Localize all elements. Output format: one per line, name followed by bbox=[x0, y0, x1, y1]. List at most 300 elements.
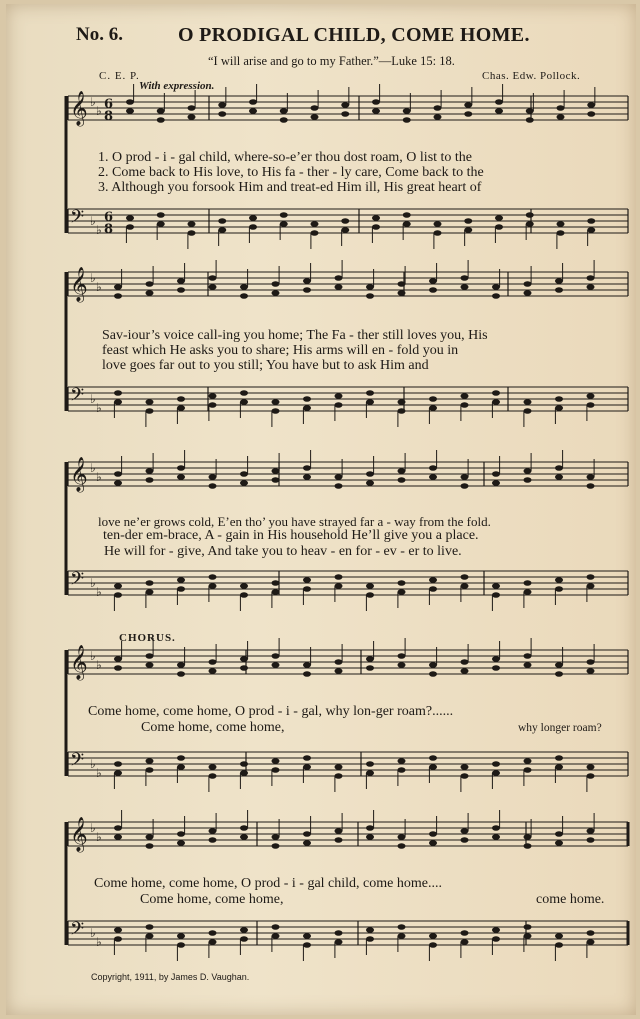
chorus-line-1-lower: Come home, come home, bbox=[141, 720, 285, 735]
verse-1-line-3: love ne’er grows cold, E’en tho’ you have strayed far a - way from the fold. bbox=[98, 514, 491, 529]
note-head bbox=[461, 828, 469, 834]
note-head bbox=[177, 405, 185, 411]
note-head bbox=[341, 227, 349, 233]
chorus-line-2-lower: Come home, come home, bbox=[140, 892, 284, 907]
flat-sign-icon: ♭ bbox=[90, 214, 96, 228]
note-head bbox=[398, 580, 406, 586]
note-head bbox=[209, 773, 217, 779]
note-head bbox=[495, 99, 503, 105]
note-head bbox=[366, 583, 374, 589]
note-head bbox=[461, 939, 469, 945]
note-head bbox=[587, 773, 595, 779]
note-head bbox=[303, 396, 311, 402]
note-head bbox=[524, 662, 532, 668]
note-head bbox=[146, 843, 154, 849]
note-head bbox=[335, 837, 343, 843]
note-head bbox=[126, 99, 134, 105]
note-head bbox=[177, 586, 185, 592]
note-head bbox=[429, 942, 437, 948]
note-head bbox=[366, 936, 374, 942]
note-head bbox=[335, 483, 343, 489]
note-head bbox=[272, 408, 280, 414]
note-head bbox=[587, 828, 595, 834]
note-head bbox=[209, 668, 217, 674]
note-head bbox=[335, 583, 343, 589]
note-head bbox=[366, 293, 374, 299]
note-head bbox=[555, 755, 563, 761]
note-head bbox=[272, 653, 280, 659]
note-head bbox=[146, 653, 154, 659]
note-head bbox=[240, 825, 248, 831]
note-head bbox=[403, 212, 411, 218]
note-head bbox=[272, 834, 280, 840]
note-head bbox=[341, 218, 349, 224]
note-head bbox=[587, 574, 595, 580]
note-head bbox=[157, 212, 165, 218]
note-head bbox=[492, 770, 500, 776]
note-head bbox=[398, 399, 406, 405]
note-head bbox=[557, 221, 565, 227]
note-head bbox=[240, 834, 248, 840]
scripture-reference: “I will arise and go to my Father.”—Luke 15: 18. bbox=[208, 54, 455, 68]
note-head bbox=[492, 399, 500, 405]
note-head bbox=[114, 390, 122, 396]
treble-clef-icon: 𝄞 bbox=[70, 267, 88, 302]
note-head bbox=[177, 577, 185, 583]
note-head bbox=[240, 480, 248, 486]
note-head bbox=[240, 390, 248, 396]
note-head bbox=[335, 574, 343, 580]
note-head bbox=[280, 212, 288, 218]
flat-sign-icon: ♭ bbox=[96, 658, 102, 672]
flat-sign-icon: ♭ bbox=[90, 271, 96, 285]
note-head bbox=[461, 764, 469, 770]
note-head bbox=[188, 221, 196, 227]
note-head bbox=[177, 396, 185, 402]
note-head bbox=[303, 287, 311, 293]
flat-sign-icon: ♭ bbox=[90, 821, 96, 835]
note-head bbox=[492, 293, 500, 299]
note-head bbox=[492, 834, 500, 840]
note-head bbox=[555, 831, 563, 837]
chorus-line-2-upper: Come home, come home, O prod - i - gal child, come home.... bbox=[94, 876, 442, 891]
note-head bbox=[587, 227, 595, 233]
note-head bbox=[429, 755, 437, 761]
note-head bbox=[177, 474, 185, 480]
note-head bbox=[398, 468, 406, 474]
note-head bbox=[272, 662, 280, 668]
note-head bbox=[146, 477, 154, 483]
note-head bbox=[280, 117, 288, 123]
note-head bbox=[272, 843, 280, 849]
note-head bbox=[429, 586, 437, 592]
note-head bbox=[335, 668, 343, 674]
note-head bbox=[272, 767, 280, 773]
note-head bbox=[398, 834, 406, 840]
note-head bbox=[429, 764, 437, 770]
note-head bbox=[272, 468, 280, 474]
copyright-notice: Copyright, 1911, by James D. Vaughan. bbox=[91, 972, 250, 982]
note-head bbox=[492, 583, 500, 589]
note-head bbox=[303, 942, 311, 948]
flat-sign-icon: ♭ bbox=[96, 585, 102, 599]
note-head bbox=[335, 474, 343, 480]
chorus-line-1-echo: why longer roam? bbox=[518, 722, 602, 734]
note-head bbox=[557, 105, 565, 111]
note-head bbox=[366, 399, 374, 405]
note-head bbox=[492, 927, 500, 933]
note-head bbox=[429, 278, 437, 284]
note-head bbox=[366, 390, 374, 396]
note-head bbox=[403, 221, 411, 227]
verse-1-line-1: 1. O prod - i - gal child, where-so-e’er thou dost roam, O list to the bbox=[98, 150, 473, 165]
note-head bbox=[303, 405, 311, 411]
note-head bbox=[240, 936, 248, 942]
note-head bbox=[366, 471, 374, 477]
note-head bbox=[587, 939, 595, 945]
note-head bbox=[209, 583, 217, 589]
note-head bbox=[495, 108, 503, 114]
note-head bbox=[524, 834, 532, 840]
note-head bbox=[526, 117, 534, 123]
note-head bbox=[398, 281, 406, 287]
note-head bbox=[177, 662, 185, 668]
note-head bbox=[177, 465, 185, 471]
note-head bbox=[146, 580, 154, 586]
note-head bbox=[146, 834, 154, 840]
note-head bbox=[240, 471, 248, 477]
note-head bbox=[126, 108, 134, 114]
note-head bbox=[209, 837, 217, 843]
note-head bbox=[335, 764, 343, 770]
flat-sign-icon: ♭ bbox=[96, 280, 102, 294]
note-head bbox=[114, 761, 122, 767]
note-head bbox=[555, 933, 563, 939]
note-head bbox=[146, 767, 154, 773]
note-head bbox=[177, 764, 185, 770]
note-head bbox=[555, 662, 563, 668]
hymn-number: No. 6. bbox=[76, 24, 123, 45]
note-head bbox=[587, 668, 595, 674]
note-head bbox=[303, 577, 311, 583]
note-head bbox=[218, 102, 226, 108]
note-head bbox=[429, 465, 437, 471]
flat-sign-icon: ♭ bbox=[96, 766, 102, 780]
note-head bbox=[177, 287, 185, 293]
note-head bbox=[372, 108, 380, 114]
note-head bbox=[280, 221, 288, 227]
note-head bbox=[335, 275, 343, 281]
flat-sign-icon: ♭ bbox=[90, 926, 96, 940]
note-head bbox=[240, 293, 248, 299]
time-signature-top: 6 bbox=[104, 97, 114, 112]
note-head bbox=[555, 586, 563, 592]
note-head bbox=[249, 108, 257, 114]
note-head bbox=[146, 662, 154, 668]
note-head bbox=[272, 589, 280, 595]
verse-3-line-1: 3. Although you forsook Him and treat-ed Him ill, His great heart of bbox=[98, 180, 482, 195]
note-head bbox=[177, 831, 185, 837]
note-head bbox=[335, 773, 343, 779]
note-head bbox=[587, 474, 595, 480]
note-head bbox=[587, 837, 595, 843]
treble-clef-icon: 𝄞 bbox=[70, 645, 88, 680]
note-head bbox=[398, 843, 406, 849]
note-head bbox=[209, 828, 217, 834]
note-head bbox=[303, 831, 311, 837]
note-head bbox=[114, 834, 122, 840]
note-head bbox=[398, 589, 406, 595]
note-head bbox=[398, 653, 406, 659]
chorus-label: CHORUS. bbox=[119, 632, 176, 644]
note-head bbox=[429, 474, 437, 480]
note-head bbox=[555, 405, 563, 411]
flat-sign-icon: ♭ bbox=[90, 95, 96, 109]
note-head bbox=[240, 592, 248, 598]
note-head bbox=[434, 114, 442, 120]
note-head bbox=[587, 483, 595, 489]
note-head bbox=[209, 393, 217, 399]
note-head bbox=[146, 589, 154, 595]
note-head bbox=[209, 939, 217, 945]
verse-2-line-3: ten-der em-brace, A - gain in His household He’ll give you a place. bbox=[103, 528, 479, 543]
note-head bbox=[240, 583, 248, 589]
note-head bbox=[461, 284, 469, 290]
time-signature-bottom: 8 bbox=[104, 109, 114, 124]
note-head bbox=[429, 662, 437, 668]
note-head bbox=[249, 99, 257, 105]
note-head bbox=[335, 393, 343, 399]
note-head bbox=[587, 659, 595, 665]
note-head bbox=[114, 471, 122, 477]
note-head bbox=[341, 102, 349, 108]
note-head bbox=[464, 218, 472, 224]
verse-1-line-2: Sav-iour’s voice call-ing you home; The Fa - ther still loves you, His bbox=[102, 328, 488, 343]
note-head bbox=[429, 287, 437, 293]
note-head bbox=[209, 402, 217, 408]
note-head bbox=[587, 393, 595, 399]
note-head bbox=[146, 924, 154, 930]
note-head bbox=[461, 773, 469, 779]
note-head bbox=[303, 671, 311, 677]
note-head bbox=[492, 936, 500, 942]
note-head bbox=[555, 278, 563, 284]
note-head bbox=[366, 656, 374, 662]
note-head bbox=[209, 483, 217, 489]
note-head bbox=[366, 927, 374, 933]
note-head bbox=[177, 933, 185, 939]
note-head bbox=[398, 924, 406, 930]
note-head bbox=[429, 831, 437, 837]
verse-3-line-2: love goes far out to you still; You have but to ask Him and bbox=[102, 358, 429, 373]
note-head bbox=[177, 671, 185, 677]
note-head bbox=[398, 662, 406, 668]
verse-2-line-2: feast which He asks you to share; His arms will en - fold you in bbox=[102, 343, 459, 358]
note-head bbox=[209, 930, 217, 936]
note-head bbox=[526, 212, 534, 218]
note-head bbox=[524, 399, 532, 405]
note-head bbox=[555, 287, 563, 293]
note-head bbox=[114, 656, 122, 662]
note-head bbox=[366, 665, 374, 671]
note-head bbox=[114, 825, 122, 831]
note-head bbox=[434, 221, 442, 227]
note-head bbox=[240, 399, 248, 405]
note-head bbox=[157, 117, 165, 123]
note-head bbox=[492, 825, 500, 831]
note-head bbox=[146, 468, 154, 474]
note-head bbox=[272, 758, 280, 764]
treble-clef-icon: 𝄞 bbox=[70, 457, 88, 492]
flat-sign-icon: ♭ bbox=[96, 401, 102, 415]
note-head bbox=[461, 659, 469, 665]
note-head bbox=[177, 755, 185, 761]
flat-sign-icon: ♭ bbox=[96, 935, 102, 949]
note-head bbox=[524, 408, 532, 414]
note-head bbox=[398, 477, 406, 483]
verse-3-line-3: He will for - give, And take you to heav - en for - ev - er to live. bbox=[104, 544, 462, 559]
note-head bbox=[272, 399, 280, 405]
note-head bbox=[461, 583, 469, 589]
note-head bbox=[280, 108, 288, 114]
note-head bbox=[429, 577, 437, 583]
note-head bbox=[188, 230, 196, 236]
note-head bbox=[146, 290, 154, 296]
note-head bbox=[335, 930, 343, 936]
note-head bbox=[372, 224, 380, 230]
note-head bbox=[555, 671, 563, 677]
note-head bbox=[366, 284, 374, 290]
note-head bbox=[240, 770, 248, 776]
flat-sign-icon: ♭ bbox=[96, 223, 102, 237]
note-head bbox=[126, 215, 134, 221]
note-head bbox=[303, 662, 311, 668]
note-head bbox=[464, 227, 472, 233]
note-head bbox=[177, 840, 185, 846]
note-head bbox=[311, 230, 319, 236]
note-head bbox=[495, 224, 503, 230]
note-head bbox=[146, 399, 154, 405]
note-head bbox=[146, 281, 154, 287]
note-head bbox=[587, 284, 595, 290]
note-head bbox=[240, 665, 248, 671]
note-head bbox=[209, 474, 217, 480]
note-head bbox=[177, 278, 185, 284]
note-head bbox=[114, 284, 122, 290]
note-head bbox=[157, 108, 165, 114]
note-head bbox=[240, 761, 248, 767]
note-head bbox=[403, 117, 411, 123]
hymn-title: O PRODIGAL CHILD, COME HOME. bbox=[178, 24, 530, 46]
note-head bbox=[218, 111, 226, 117]
note-head bbox=[209, 275, 217, 281]
note-head bbox=[429, 840, 437, 846]
note-head bbox=[146, 758, 154, 764]
note-head bbox=[461, 275, 469, 281]
note-head bbox=[524, 477, 532, 483]
bass-clef-icon: 𝄢 bbox=[70, 750, 85, 775]
note-head bbox=[557, 230, 565, 236]
tempo-marking: With expression. bbox=[139, 80, 215, 92]
note-head bbox=[587, 583, 595, 589]
note-head bbox=[177, 942, 185, 948]
note-head bbox=[240, 656, 248, 662]
note-head bbox=[114, 927, 122, 933]
bass-clef-icon: 𝄢 bbox=[70, 569, 85, 594]
treble-clef-icon: 𝄞 bbox=[70, 91, 88, 126]
flat-sign-icon: ♭ bbox=[90, 392, 96, 406]
note-head bbox=[526, 221, 534, 227]
note-head bbox=[555, 465, 563, 471]
note-head bbox=[240, 927, 248, 933]
note-head bbox=[555, 577, 563, 583]
note-head bbox=[587, 764, 595, 770]
note-head bbox=[555, 396, 563, 402]
note-head bbox=[366, 825, 374, 831]
note-head bbox=[303, 764, 311, 770]
note-head bbox=[461, 402, 469, 408]
note-head bbox=[311, 114, 319, 120]
note-head bbox=[218, 227, 226, 233]
note-head bbox=[209, 764, 217, 770]
note-head bbox=[157, 221, 165, 227]
note-head bbox=[209, 574, 217, 580]
note-head bbox=[524, 924, 532, 930]
bass-clef-icon: 𝄢 bbox=[70, 919, 85, 944]
note-head bbox=[272, 281, 280, 287]
note-head bbox=[114, 293, 122, 299]
note-head bbox=[188, 105, 196, 111]
note-head bbox=[209, 659, 217, 665]
note-head bbox=[272, 580, 280, 586]
note-head bbox=[524, 589, 532, 595]
flat-sign-icon: ♭ bbox=[90, 649, 96, 663]
note-head bbox=[126, 224, 134, 230]
note-head bbox=[303, 474, 311, 480]
note-head bbox=[366, 770, 374, 776]
note-head bbox=[341, 111, 349, 117]
note-head bbox=[492, 665, 500, 671]
note-head bbox=[249, 215, 257, 221]
note-head bbox=[403, 108, 411, 114]
note-head bbox=[492, 480, 500, 486]
note-head bbox=[461, 837, 469, 843]
note-head bbox=[398, 767, 406, 773]
note-head bbox=[303, 933, 311, 939]
note-head bbox=[524, 580, 532, 586]
note-head bbox=[526, 108, 534, 114]
note-head bbox=[429, 671, 437, 677]
note-head bbox=[434, 230, 442, 236]
note-head bbox=[587, 930, 595, 936]
composer-credit: Chas. Edw. Pollock. bbox=[482, 70, 581, 82]
note-head bbox=[272, 477, 280, 483]
note-head bbox=[492, 592, 500, 598]
note-head bbox=[398, 933, 406, 939]
note-head bbox=[114, 936, 122, 942]
note-head bbox=[461, 930, 469, 936]
note-head bbox=[492, 656, 500, 662]
note-head bbox=[524, 653, 532, 659]
note-head bbox=[240, 284, 248, 290]
note-head bbox=[461, 574, 469, 580]
bass-clef-icon: 𝄢 bbox=[70, 385, 85, 410]
note-head bbox=[114, 480, 122, 486]
note-head bbox=[524, 933, 532, 939]
note-head bbox=[555, 474, 563, 480]
note-head bbox=[249, 224, 257, 230]
note-head bbox=[434, 105, 442, 111]
